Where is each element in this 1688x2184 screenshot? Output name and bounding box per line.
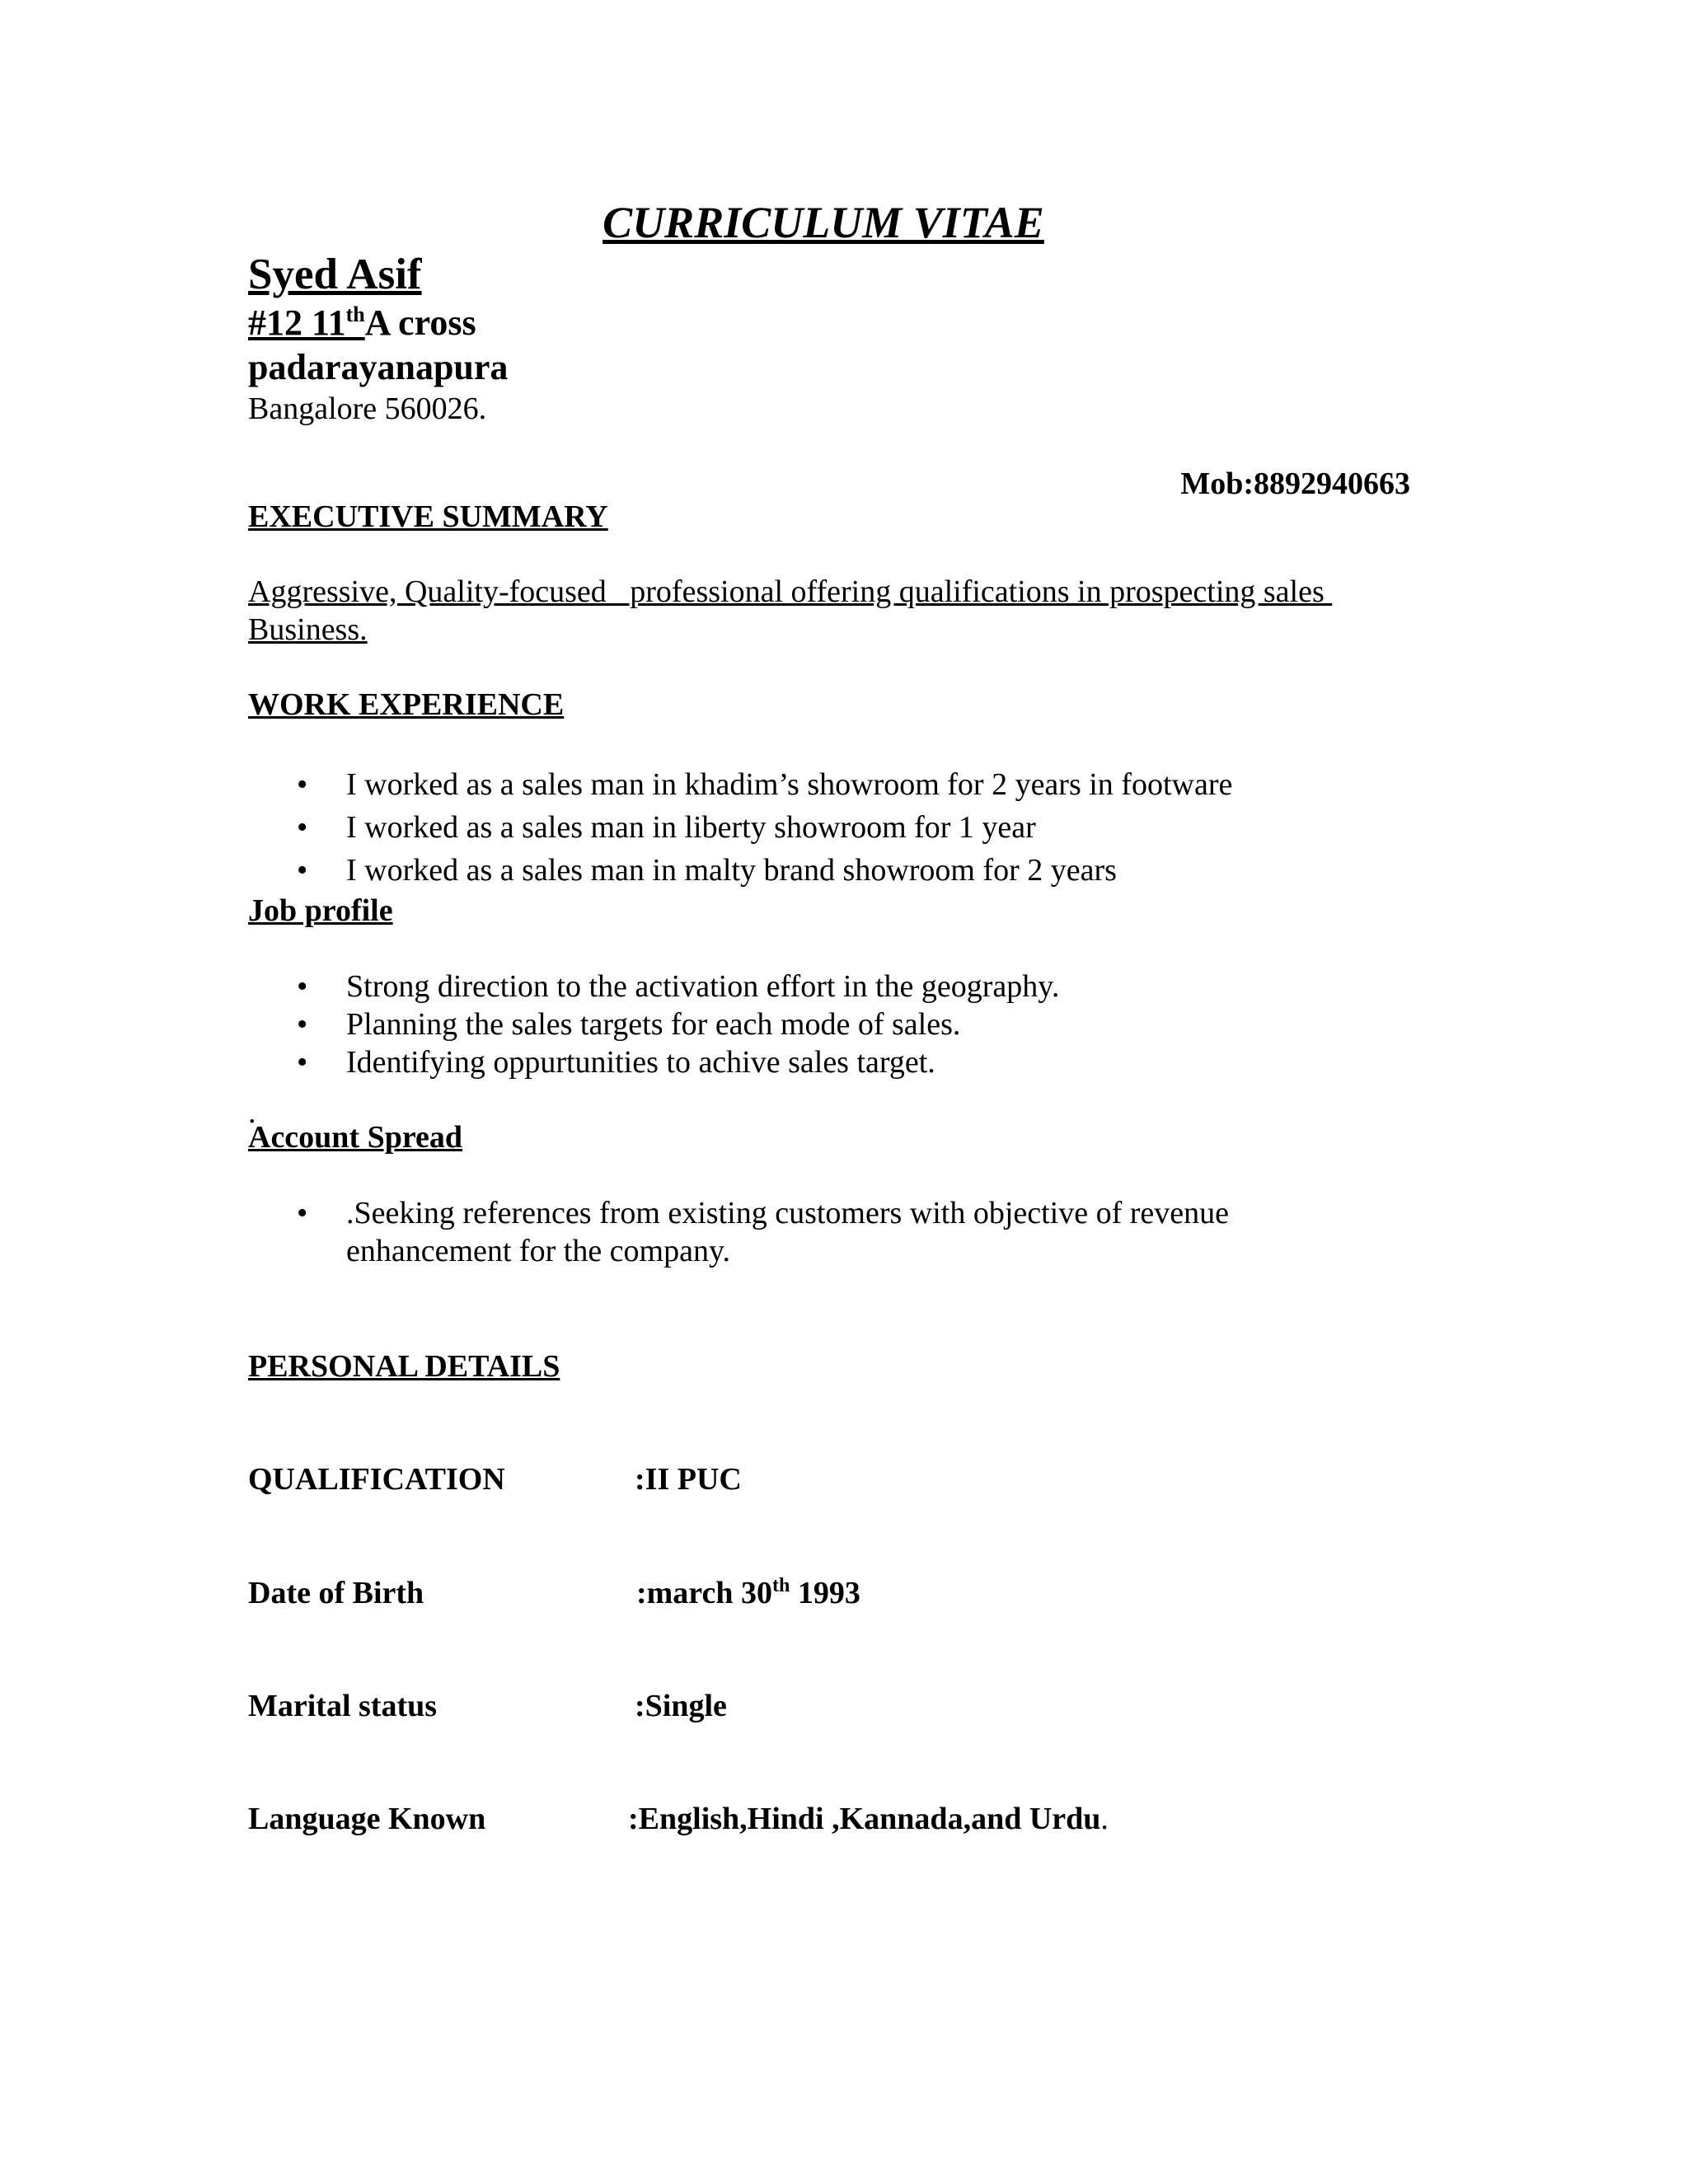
address-line-1	[248, 300, 476, 346]
candidate-name: Syed Asif	[248, 251, 422, 298]
job-profile-heading: Job profile	[248, 893, 393, 928]
executive-summary-heading: EXECUTIVE SUMMARY	[248, 499, 608, 534]
mobile-number: Mob:8892940663	[1180, 466, 1410, 501]
list-item: • Identifying oppurtunities to achive sales target.	[297, 1043, 1059, 1081]
languages-label: Language Known	[248, 1802, 486, 1836]
address-street: A cross	[364, 302, 476, 343]
account-spread-list	[297, 1194, 1385, 1270]
list-item: • Planning the sales targets for each mode of sales.	[297, 1005, 1059, 1043]
list-item: • I worked as a sales man in liberty showroom for 1 year	[297, 806, 1232, 849]
list-item: • I worked as a sales man in khadim’s showroom for 2 years in footware	[297, 763, 1232, 806]
list-item: • Strong direction to the activation effort in the geography.	[297, 968, 1059, 1005]
address-line-2: padarayanapura	[248, 347, 509, 387]
marital-status-label: Marital status	[248, 1689, 438, 1723]
address-line-3: Bangalore 560026.	[248, 391, 487, 426]
stray-dot: .	[248, 1095, 256, 1130]
personal-details-heading: PERSONAL DETAILS	[248, 1349, 560, 1384]
qualification-label: QUALIFICATION	[248, 1462, 505, 1497]
address-ordinal-suffix: th	[345, 302, 365, 326]
dob-ordinal-suffix: th	[772, 1575, 790, 1596]
list-item: • .Seeking references from existing customers with objective of revenue enhancement for the company.	[297, 1194, 1385, 1270]
languages-value: :English,Hindi ,Kannada,and Urdu.	[628, 1802, 1109, 1836]
account-spread-heading: Account Spread	[248, 1120, 463, 1155]
marital-status-value: :Single	[635, 1689, 727, 1723]
list-item: • I worked as a sales man in malty brand showroom for 2 years	[297, 849, 1232, 892]
dob-value: :march 30th 1993	[636, 1575, 860, 1610]
job-profile-list	[297, 968, 1059, 1081]
dob-label: Date of Birth	[248, 1576, 424, 1610]
qualification-value: :II PUC	[635, 1462, 742, 1497]
work-experience-list	[297, 763, 1232, 892]
document-title: CURRICULUM VITAE	[603, 198, 1044, 247]
work-experience-heading: WORK EXPERIENCE	[248, 687, 565, 722]
address-number: #12 11	[248, 302, 346, 343]
executive-summary-text: Aggressive, Quality-focused professional offering qualifications in prospecting sales Business.	[248, 574, 1333, 647]
